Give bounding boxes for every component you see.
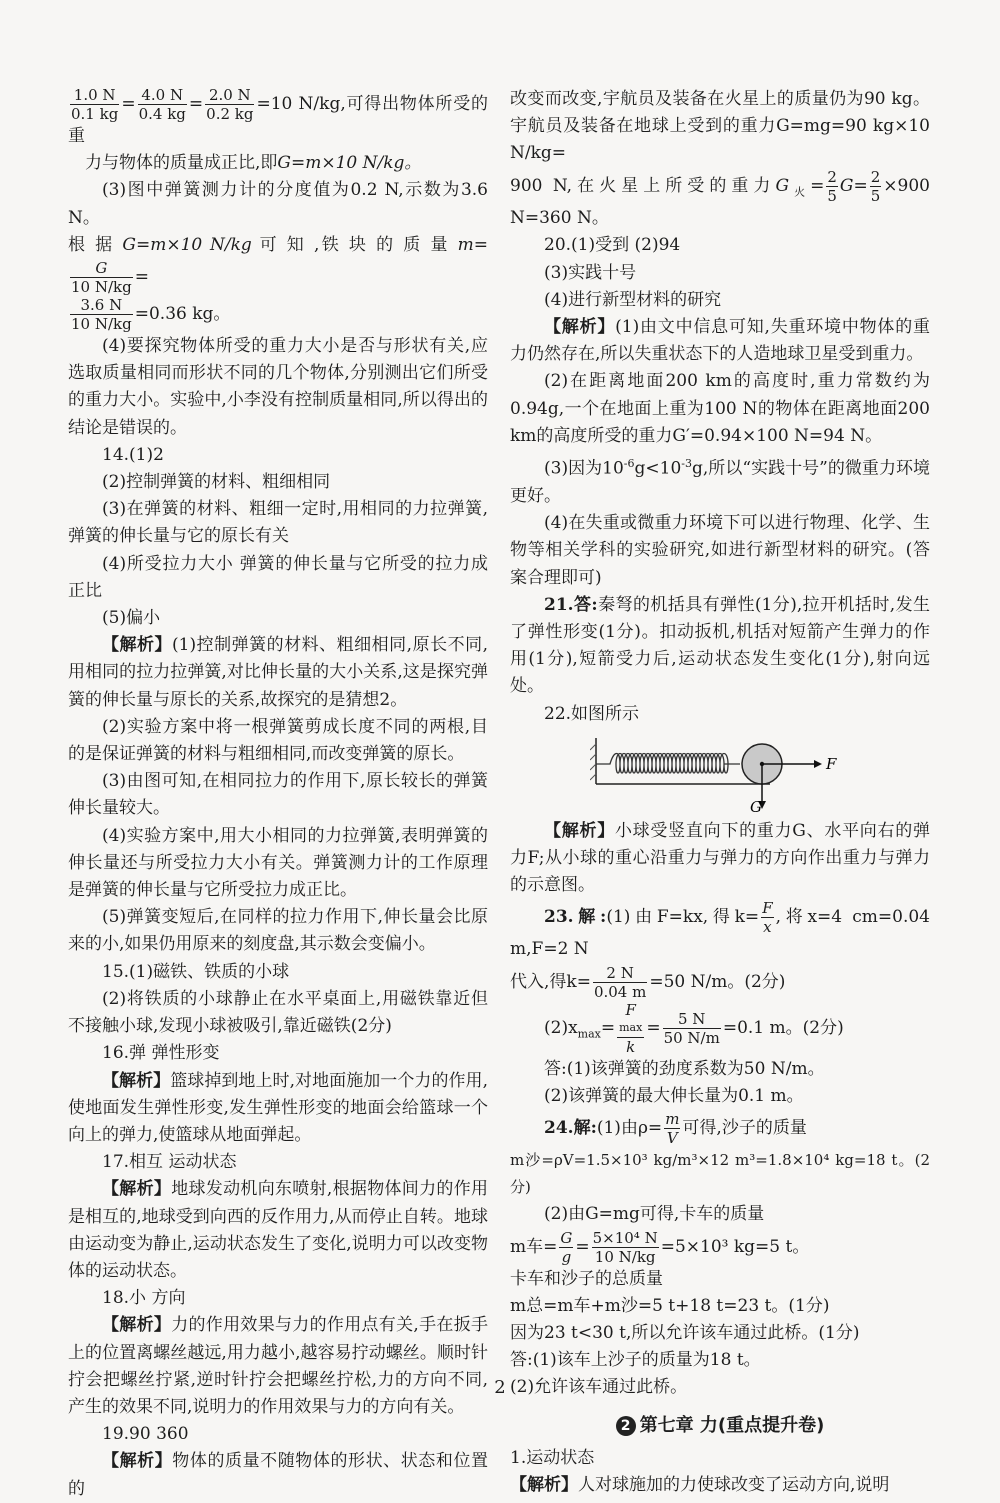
text-line: (2)由G=mg可得,卡车的质量 [544,1204,765,1225]
answer-16: 16.弹 弹性形变 [102,1043,220,1064]
page-number: 2 [494,1377,506,1398]
text-line: (5)偏小 [102,608,161,629]
paragraph: (4)在失重或微重力环境下可以进行物理、化学、生物等相关学科的实验研究,如进行新型材料的研究。(答案合理即可) [510,513,930,588]
fraction: $\frac{2.0 N}{0.2 kg}$ [206,86,254,123]
text-line: $\frac{3.6 N}{10 N/kg}$ =0.36 kg。 [71,296,231,334]
fraction: $\frac{G}{g}$ [560,1228,573,1266]
text-line: $(2)x_{max}=$ F max k = $\frac{5 N}{50 N/m}$ =0.1 m。(2分) [544,1000,844,1056]
label-g: G [750,797,762,814]
paragraph: (4)实验方案中,用大小相同的力拉弹簧,表明弹簧的伸长量还与所受拉力大小有关。弹簧测力计的工作原理是弹簧的伸长量与它所受拉力成正比。 [68,825,488,901]
analysis-16: 【解析】篮球掉到地上时,对地面施加一个力的作用,使地面发生弹性形变,发生弹性形变的地面会给篮球一个向上的弹力,使篮球从地面弹起。 [68,1070,489,1145]
text-line: 答:(1)该车上沙子的质量为18 t。 [510,1350,761,1371]
analysis-1: 【解析】人对球施加的力使球改变了运动方向,说明 [510,1474,890,1495]
analysis-17: 【解析】地球发动机向东喷射,根据物体间力的作用是相互的,地球受到向西的反作用力,从而停止自转。地球由运动变为静止,运动状态发生了变化,说明力可以改变物体的运动状态。 [68,1179,489,1281]
answer-22: 22.如图所示 [544,703,640,724]
text-line: 力与物体的质量成正比,即G=m×10 N/kg。 [85,153,422,174]
text-line: 因为23 t<30 t,所以允许该车通过此桥。(1分) [510,1322,860,1343]
answer-23: 23.解:(1)由F=kx,得k= $\frac{F}{x}$ ,将x=4 cm=0.04 m,F=2 N [510,899,930,960]
left-column [68,86,488,1503]
fraction: $\frac{2}{5}$ [870,167,881,205]
paragraph: 改变而改变,宇航员及装备在火星上的质量仍为90 kg。宇航员及装备在地球上受到的重力G=mg=90 kg×10 N/kg= [510,89,930,164]
fraction: F max k [619,1000,643,1056]
text-line: 卡车和沙子的总质量 [510,1268,663,1289]
analysis-20: 【解析】(1)由文中信息可知,失重环境中物体的重力仍然存在,所以失重状态下的人造地球卫星受到重力。 [510,317,931,365]
spring-ball-diagram [590,732,840,814]
fraction: $\frac{m}{V}$ [665,1109,680,1147]
right-column [510,86,930,1499]
paragraph: (3)在弹簧的材料、粗细一定时,用相同的力拉弹簧,弹簧的伸长量与它的原长有关 [68,499,488,547]
ratio-line: $\frac{1.0 N}{0.1 kg}$ = $\frac{4.0 N}{0.4 kg}$ = $\frac{2.0 N}{0.2 kg}$ =10 N/kg,可得出物体所受的重 [68,86,488,146]
paragraph: (5)弹簧变短后,在同样的拉力作用下,伸长量会比原来的小,如果仍用原来的刻度盘,其示数会变偏小。 [68,907,488,955]
wall-hatch [590,744,596,780]
chapter-number-badge: 2 [616,1416,636,1436]
paragraph: (3)由图可知,在相同拉力的作用下,原长较长的弹簧伸长量较大。 [68,771,488,819]
text-line: (3)图中弹簧测力计的分度值为0.2 N,示数为3.6 N。 [68,180,488,228]
text-line: (2)控制弹簧的材料、粗细相同 [102,472,331,493]
fraction: $\frac{2 N}{0.04 m}$ [593,963,647,1001]
text-line: (2)该弹簧的最大伸长量为0.1 m。 [544,1085,804,1106]
paragraph: (2)在距离地面200 km的高度时,重力常数约为0.94g,一个在地面上重为100 N的物体在距离地面200 km的高度所受的重力G′=0.94×100 N=94 N。 [510,371,930,446]
answer-20: 20.(1)受到 (2)94 [544,235,681,256]
paragraph: (2)将铁质的小球静止在水平桌面上,用磁铁靠近但不接触小球,发现小球被吸引,靠近磁铁(2分) [68,988,488,1037]
spring [596,753,740,773]
answer-17: 17.相互 运动状态 [102,1152,237,1173]
answer-21: 21.答:秦弩的机括具有弹性(1分),拉开机括时,发生了弹性形变(1分)。扣动扳机,机括对短箭产生弹力的作用(1分),短箭受力后,运动状态发生变化(1分),射向远处。 [510,594,930,697]
text-line: (4)进行新型材料的研究 [544,289,722,310]
text-line: m沙=ρV=1.5×10³ kg/m³×12 m³=1.8×10⁴ kg=18 t。(2分) [510,1150,930,1197]
fraction: $\frac{\text{5×10⁴ N}}{10 N/kg}$ [592,1228,658,1266]
arrowhead-f [814,760,822,768]
text-line: 根 据 G=m×10 N/kg 可 知 ,铁 块 的 质 量 m= $\frac{G}{10 N/kg}$ = [68,234,489,297]
fraction: $\frac{1.0 N}{0.1 kg}$ [71,86,119,123]
answer-24: 24.解:(1)由ρ= $\frac{m}{V}$ 可得,沙子的质量 [544,1109,807,1147]
analysis-19: 【解析】物体的质量不随物体的形状、状态和位置的 [68,1451,489,1499]
text-line: m车= $\frac{G}{g}$ = $\frac{\text{5×10⁴ N}}{10 N/kg}$ =5×10³ kg=5 t。 [510,1228,810,1266]
paragraph: (2)实验方案中将一根弹簧剪成长度不同的两根,目的是保证弹簧的材料与粗细相同,而改变弹簧的原长。 [68,716,488,765]
fraction: $\frac{4.0 N}{0.4 kg}$ [138,86,186,123]
answer-1: 1.运动状态 [510,1447,595,1468]
paragraph: (4)要探究物体所受的重力大小是否与形状有关,应选取质量相同而形状不同的几个物体,分别测出它们所受的重力大小。实验中,小李没有控制质量相同,所以得出的结论是错误的。 [68,336,488,438]
paragraph: (4)所受拉力大小 弹簧的伸长量与它所受的拉力成正比 [68,553,488,601]
label-f: F [826,754,837,773]
chapter-heading: 2 第七章 力(重点提升卷) [510,1412,930,1439]
fraction: $\frac{G}{10 N/kg}$ [71,259,132,297]
text-line: (3)实践十号 [544,262,637,283]
answer-19: 19.90 360 [102,1424,189,1445]
fraction: $\frac{2}{5}$ [827,167,837,205]
fraction: $\frac{3.6 N}{10 N/kg}$ [71,296,132,334]
fraction: $\frac{F}{x}$ [762,899,773,937]
text-line: 900 N,在火星上所受的重力$G_火=$ $\frac{2}{5}$ G= $\frac{2}{5}$ ×900 N=360 N。 [510,167,930,229]
answer-14: 14.(1)2 [102,444,164,465]
text-line: 代入,得k= $\frac{2 N}{0.04 m}$ =50 N/m。(2分) [510,963,786,1001]
paragraph: (3)因为$10^{-6}g<10^{-3}g$,所以“实践十号”的微重力环境更好。 [510,457,931,506]
analysis-18: 【解析】力的作用效果与力的作用点有关,手在扳手上的位置离螺丝越远,用力越小,越容易拧动螺丝。顺时针拧会把螺丝拧紧,逆时针拧会把螺丝拧松,力的方向不同,产生的效果不同,说明力的作用效果与力的方向有关。 [68,1315,489,1417]
text-line: 答:(1)该弹簧的劲度系数为50 N/m。 [544,1058,825,1079]
answer-18: 18.小 方向 [102,1288,186,1309]
analysis-22: 【解析】小球受竖直向下的重力G、水平向右的弹力F;从小球的重心沿重力与弹力的方向作出重力与弹力的示意图。 [510,820,930,896]
text-line: m总=m车+m沙=5 t+18 t=23 t。(1分) [510,1295,830,1316]
text-line: (2)允许该车通过此桥。 [510,1377,688,1398]
analysis-14: 【解析】(1)控制弹簧的材料、粗细相同,原长不同,用相同的拉力拉弹簧,对比伸长量的大小关系,这是探究弹簧的伸长量与原长的关系,故探究的是猜想2。 [68,635,489,710]
answer-15: 15.(1)磁铁、铁质的小球 [102,961,290,982]
fraction: $\frac{5 N}{50 N/m}$ [663,1009,720,1047]
